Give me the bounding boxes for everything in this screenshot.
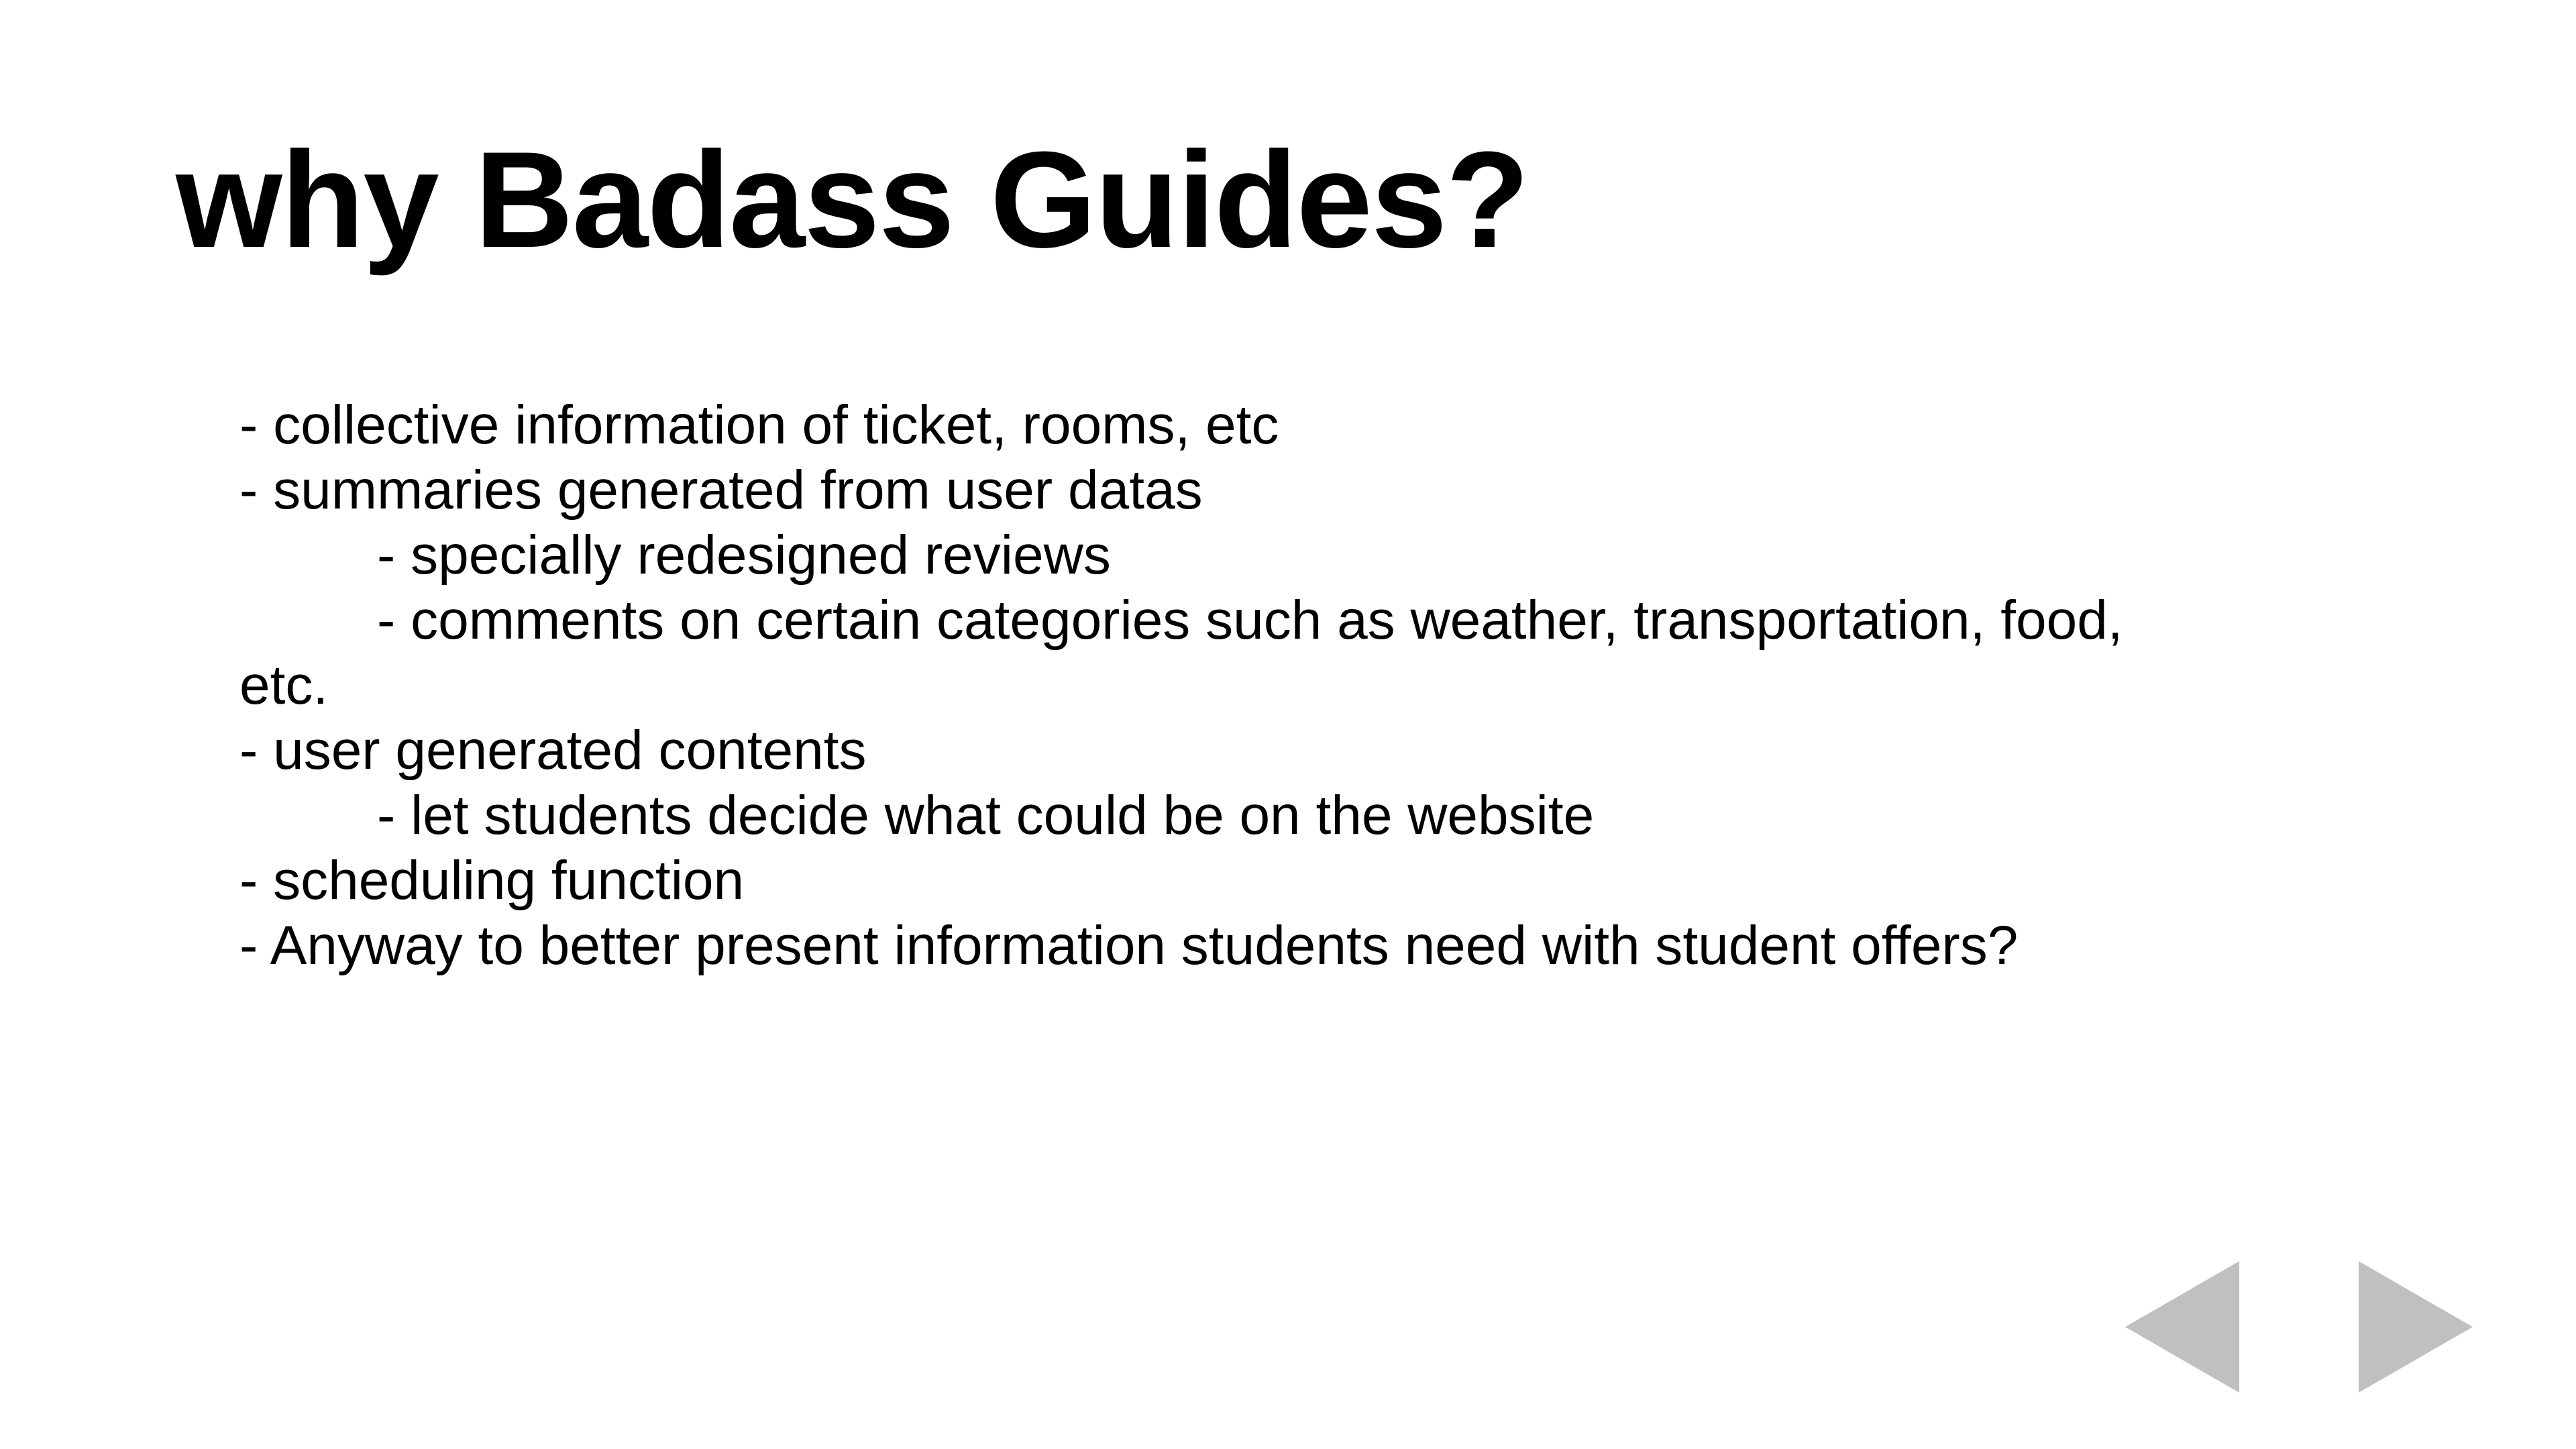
slide-title: why Badass Guides? <box>176 123 1528 276</box>
bullet-item: - user generated contents <box>239 720 867 781</box>
bullet-continuation: etc. <box>239 655 329 716</box>
triangle-left-icon <box>2125 1261 2239 1393</box>
triangle-right-icon <box>2359 1261 2473 1393</box>
bullet-item: - summaries generated from user datas <box>239 460 1203 521</box>
next-slide-button[interactable] <box>2359 1261 2473 1393</box>
sub-bullet-item: - comments on certain categories such as weather, transportation, food, <box>377 590 2123 651</box>
bullet-item: - scheduling function <box>239 850 745 911</box>
sub-bullet-item: - let students decide what could be on the website <box>377 785 1595 846</box>
bullet-item: - Anyway to better present information students need with student offers? <box>239 915 2019 976</box>
sub-bullet-item: - specially redesigned reviews <box>377 525 1111 586</box>
bullet-list <box>239 392 2319 978</box>
previous-slide-button[interactable] <box>2125 1261 2239 1393</box>
bullet-item: - collective information of ticket, rooms, etc <box>239 394 1279 455</box>
